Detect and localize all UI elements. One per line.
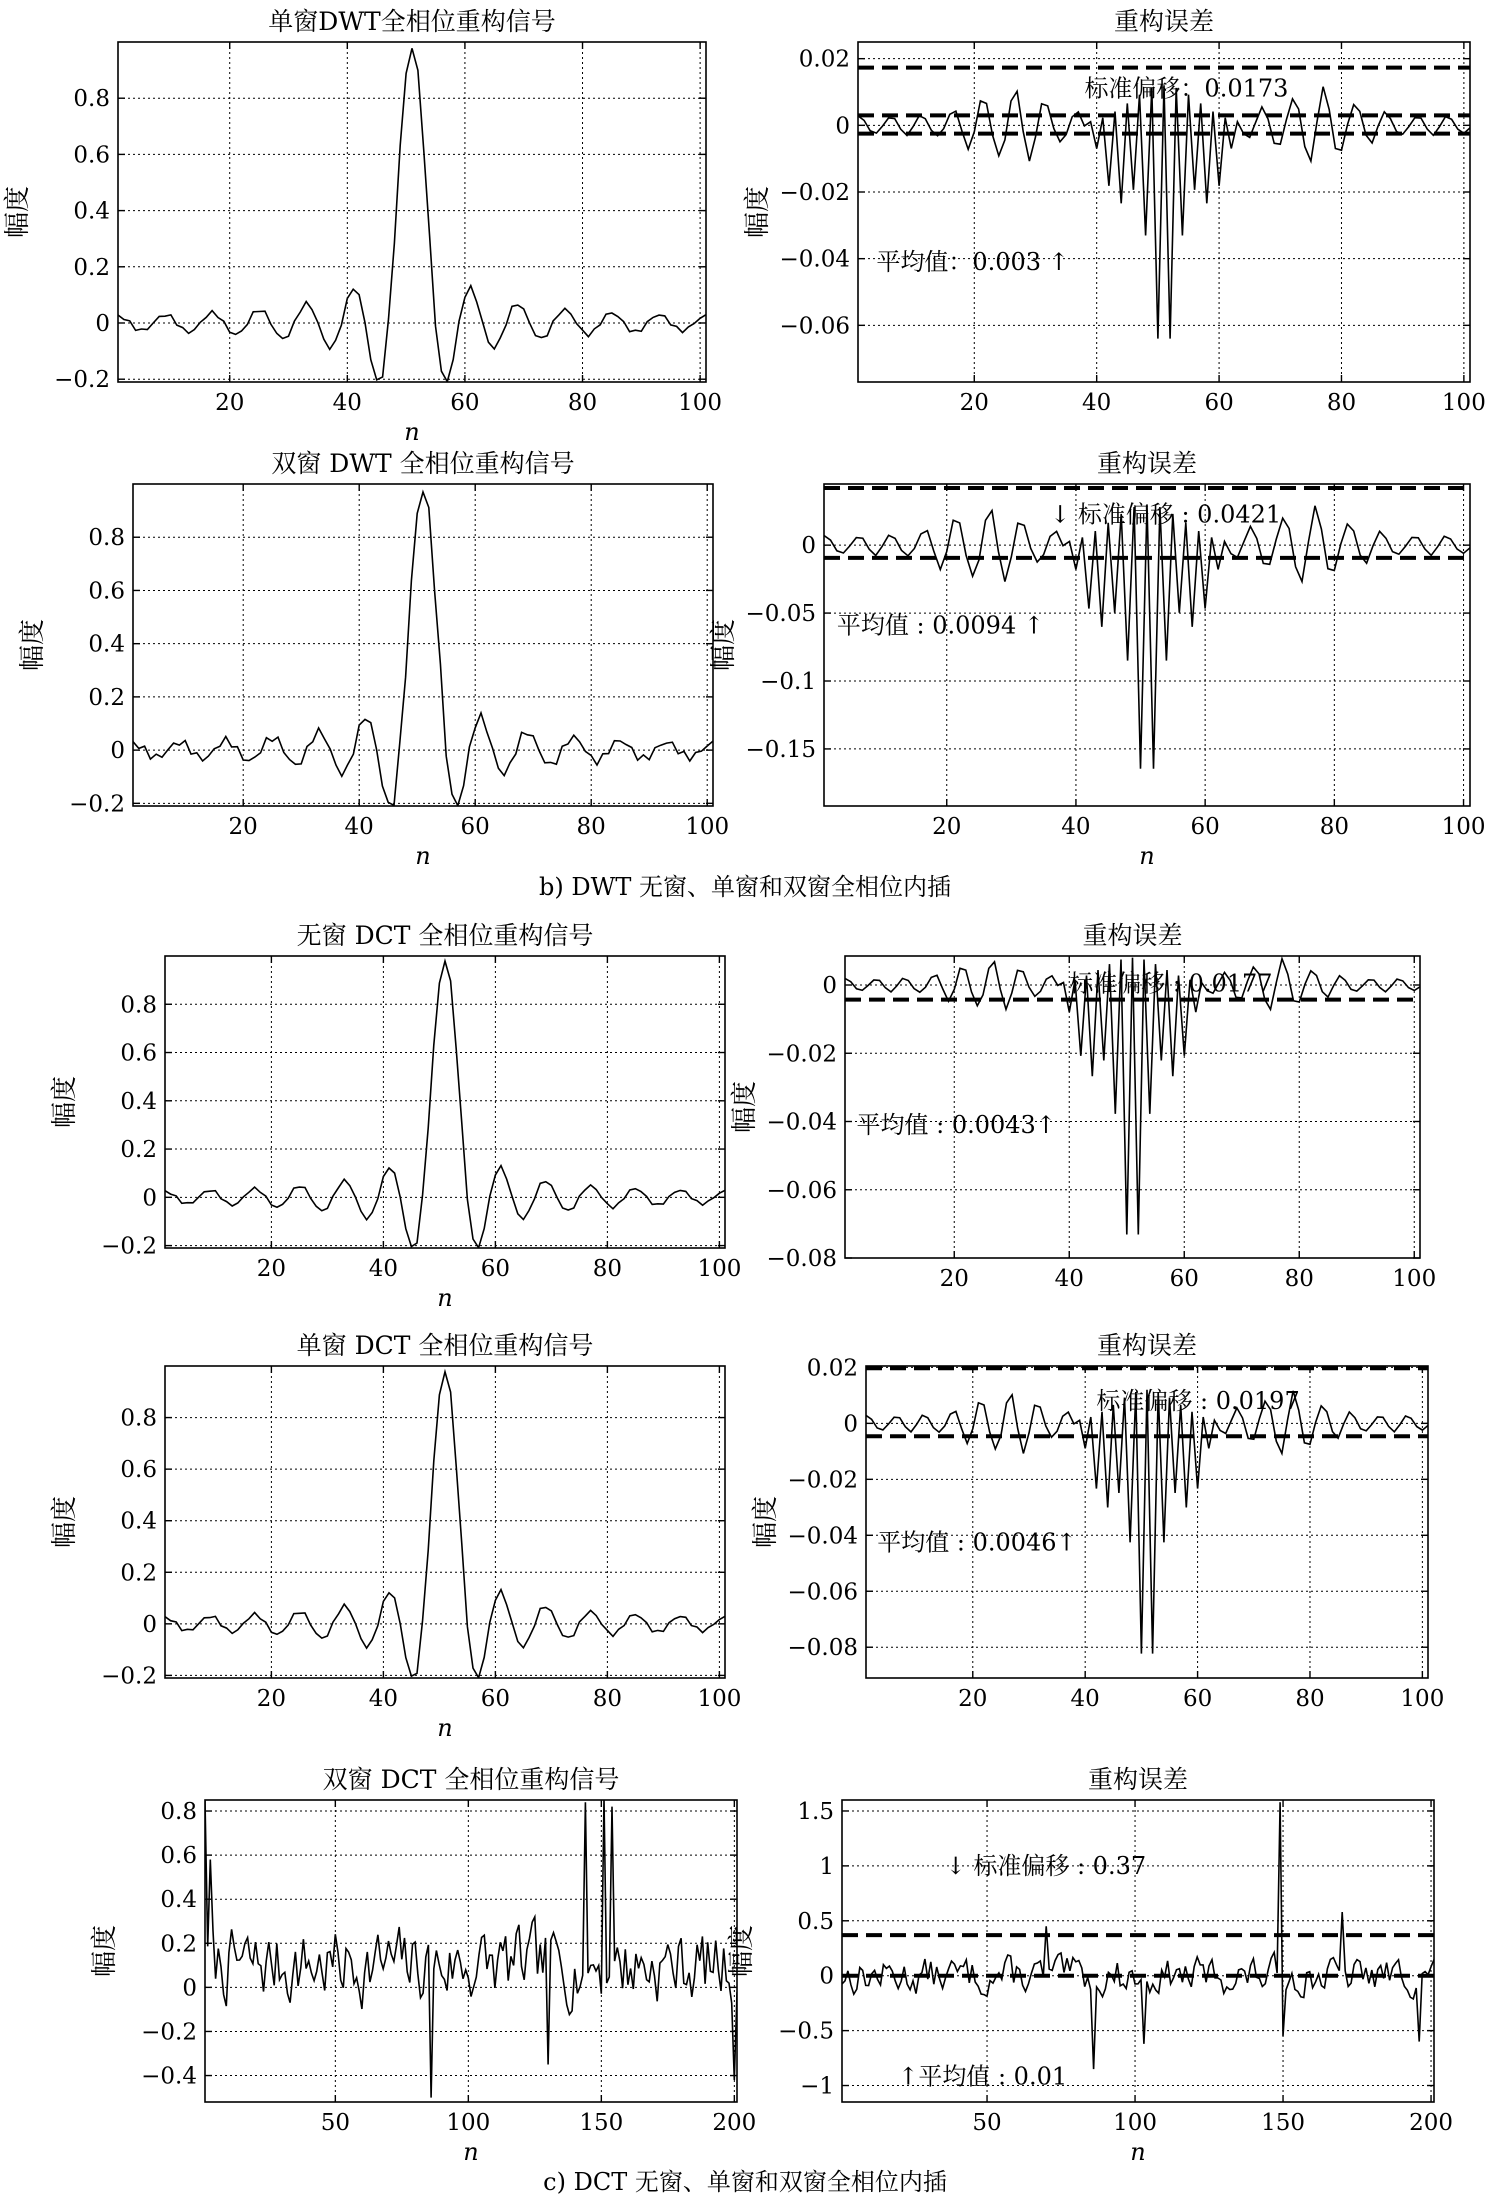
x-tick-label: 20 (256, 1256, 287, 1282)
x-tick-label: 40 (368, 1256, 399, 1282)
x-tick-label: 80 (1319, 814, 1349, 840)
x-tick-label: 150 (1261, 2110, 1305, 2136)
x-tick-label: 80 (567, 390, 598, 416)
caption-dwt: b) DWT 无窗、单窗和双窗全相位内插 (539, 873, 951, 901)
y-tick-label: 0.6 (120, 1040, 157, 1067)
x-tick-label: 100 (1400, 1686, 1445, 1712)
annotation-label: ↑平均值 : 0.01 (898, 2062, 1068, 2091)
y-tick-label: 0.2 (88, 684, 125, 711)
chart-p10 (727, 1765, 1453, 2166)
annotation-label: ↓ 标准偏移 : 0.0421 (1050, 500, 1282, 529)
y-tick-label: 0 (110, 738, 125, 765)
y-tick-label: −0.08 (787, 1635, 858, 1662)
chart-p1 (3, 7, 722, 446)
chart-title: 重构误差 (1113, 7, 1215, 36)
y-tick-label: 0.02 (798, 46, 850, 73)
series-line-0 (858, 85, 1470, 338)
y-tick-label: −0.2 (101, 1233, 157, 1260)
y-tick-label: 0 (835, 113, 850, 140)
x-tick-label: 80 (576, 814, 606, 840)
y-tick-label: −0.2 (54, 367, 110, 394)
y-tick-label: 0.8 (88, 525, 125, 552)
x-tick-label: 20 (256, 1686, 287, 1712)
y-tick-label: 0.4 (88, 631, 125, 658)
y-axis-label: 幅度 (730, 1080, 760, 1134)
axes-frame (133, 484, 713, 806)
annotation-label: ↓ 标准偏移 : 0.37 (945, 1851, 1147, 1880)
series-line-0 (118, 48, 706, 381)
axes-frame (842, 1800, 1434, 2102)
x-tick-label: 40 (1054, 1266, 1084, 1292)
y-tick-label: −0.04 (779, 246, 850, 273)
x-axis-label: n (437, 1284, 453, 1312)
chart-title: 双窗 DWT 全相位重构信号 (271, 449, 575, 478)
y-tick-label: −0.04 (787, 1523, 858, 1550)
y-tick-label: 0 (142, 1611, 157, 1638)
chart-p4 (709, 449, 1485, 870)
x-tick-label: 150 (579, 2110, 624, 2136)
y-tick-label: −0.15 (745, 736, 816, 763)
y-tick-label: −0.08 (766, 1246, 837, 1272)
x-tick-label: 40 (1070, 1686, 1100, 1712)
axes-frame (205, 1800, 737, 2102)
x-tick-label: 50 (320, 2110, 350, 2136)
x-tick-label: 60 (450, 390, 480, 416)
y-axis-label: 幅度 (50, 1495, 80, 1549)
chart-title: 单窗 DCT 全相位重构信号 (296, 1331, 594, 1360)
y-tick-label: 0.2 (120, 1137, 157, 1164)
chart-title: 重构误差 (1096, 449, 1198, 478)
x-tick-label: 20 (939, 1266, 969, 1292)
x-tick-label: 20 (228, 814, 258, 840)
y-tick-label: −0.02 (779, 180, 850, 206)
chart-title: 双窗 DCT 全相位重构信号 (322, 1765, 620, 1794)
chart-p9 (90, 1765, 756, 2166)
series-line-0 (866, 1390, 1428, 1654)
y-tick-label: 0 (182, 1975, 197, 2002)
chart-p8 (751, 1331, 1444, 1712)
y-tick-label: 0.4 (120, 1088, 157, 1115)
plots-layer (3, 7, 1486, 2166)
y-tick-label: −1 (800, 2073, 834, 2100)
y-tick-label: 0 (843, 1411, 858, 1438)
y-tick-label: 0.2 (120, 1560, 157, 1587)
x-tick-label: 40 (1061, 814, 1091, 840)
annotation-label: 标准偏移：0.0173 (1084, 74, 1289, 103)
x-tick-label: 60 (480, 1256, 511, 1282)
x-tick-label: 40 (344, 814, 374, 840)
annotation-label: 标准偏移 : 0.0177 (1069, 969, 1273, 998)
y-tick-label: −0.1 (760, 669, 816, 696)
axes-frame (165, 1366, 725, 1678)
y-axis-label: 幅度 (743, 185, 773, 239)
chart-title: 单窗DWT全相位重构信号 (268, 7, 556, 36)
y-tick-label: −0.2 (141, 2019, 197, 2046)
chart-p6 (730, 921, 1436, 1292)
y-tick-label: −0.5 (778, 2018, 834, 2045)
y-tick-label: −0.02 (766, 1041, 837, 1068)
y-tick-label: −0.2 (101, 1663, 157, 1690)
y-axis-label: 幅度 (3, 185, 33, 239)
chart-title: 重构误差 (1082, 921, 1183, 950)
x-tick-label: 100 (697, 1686, 742, 1712)
y-axis-label: 幅度 (18, 618, 48, 672)
annotation-label: 标准偏移 : 0.0197 (1096, 1386, 1300, 1415)
x-tick-label: 20 (932, 814, 962, 840)
x-axis-label: n (463, 2138, 479, 2166)
chart-title: 无窗 DCT 全相位重构信号 (296, 921, 594, 950)
x-tick-label: 20 (958, 1686, 988, 1712)
y-tick-label: 0.2 (160, 1931, 197, 1958)
x-tick-label: 60 (460, 814, 490, 840)
x-tick-label: 50 (972, 2110, 1002, 2136)
y-tick-label: 0.6 (120, 1457, 157, 1484)
x-tick-label: 80 (1284, 1266, 1314, 1292)
y-tick-label: 1.5 (797, 1798, 834, 1825)
x-tick-label: 100 (685, 814, 730, 840)
x-tick-label: 80 (592, 1686, 623, 1712)
x-axis-label: n (1139, 842, 1155, 870)
y-tick-label: 0.6 (88, 578, 125, 605)
y-tick-label: 0 (142, 1185, 157, 1212)
y-tick-label: 0 (822, 973, 837, 1000)
x-axis-label: n (437, 1714, 453, 1742)
y-tick-label: 0.8 (120, 1405, 157, 1432)
x-tick-label: 80 (592, 1256, 623, 1282)
y-tick-label: 1 (819, 1853, 834, 1880)
x-axis-label: n (415, 842, 431, 870)
caption-dct: c) DCT 无窗、单窗和双窗全相位内插 (543, 2168, 947, 2196)
y-tick-label: 0 (819, 1963, 834, 1990)
axes-frame (118, 42, 706, 382)
y-tick-label: −0.02 (787, 1467, 858, 1494)
x-tick-label: 200 (712, 2110, 757, 2136)
y-tick-label: 0.4 (160, 1887, 197, 1914)
chart-p5 (50, 921, 741, 1312)
x-tick-label: 100 (697, 1256, 742, 1282)
x-tick-label: 60 (1169, 1266, 1199, 1292)
x-tick-label: 40 (332, 390, 362, 416)
x-tick-label: 40 (1082, 390, 1112, 416)
x-tick-label: 200 (1409, 2110, 1453, 2136)
y-tick-label: 0.02 (806, 1355, 858, 1382)
x-tick-label: 100 (1441, 390, 1486, 416)
y-tick-label: 0.2 (73, 254, 110, 281)
y-tick-label: 0.4 (73, 198, 110, 225)
axes-frame (165, 956, 725, 1248)
y-tick-label: 0.8 (73, 86, 110, 113)
series-line-0 (133, 492, 713, 806)
series-line-0 (205, 1798, 737, 2098)
x-tick-label: 20 (215, 390, 245, 416)
x-tick-label: 60 (1182, 1686, 1213, 1712)
chart-title: 重构误差 (1087, 1765, 1189, 1794)
y-tick-label: 0.6 (160, 1843, 197, 1870)
x-tick-label: 100 (678, 390, 723, 416)
chart-p7 (50, 1331, 741, 1742)
x-tick-label: 100 (1392, 1266, 1437, 1292)
y-tick-label: −0.06 (779, 313, 850, 340)
annotation-label: 平均值 : 0.0043↑ (856, 1110, 1056, 1139)
x-tick-label: 80 (1295, 1686, 1325, 1712)
x-tick-label: 100 (1441, 814, 1486, 840)
y-tick-label: −0.2 (69, 791, 125, 818)
y-tick-label: −0.4 (141, 2063, 197, 2090)
x-tick-label: 100 (446, 2110, 491, 2136)
annotation-label: 平均值 : 0.0046↑ (877, 1528, 1077, 1557)
y-tick-label: 0 (801, 533, 816, 560)
y-axis-label: 幅度 (50, 1075, 80, 1129)
chart-p3 (18, 449, 729, 870)
y-tick-label: −0.05 (745, 601, 816, 628)
x-tick-label: 60 (1204, 390, 1234, 416)
x-tick-label: 80 (1326, 390, 1357, 416)
y-tick-label: 0.5 (797, 1908, 834, 1935)
x-tick-label: 60 (1190, 814, 1220, 840)
y-tick-label: 0.8 (120, 992, 157, 1019)
chart-title: 重构误差 (1096, 1331, 1198, 1360)
y-tick-label: −0.04 (766, 1109, 837, 1136)
x-tick-label: 20 (959, 390, 989, 416)
x-axis-label: n (1130, 2138, 1146, 2166)
y-axis-label: 幅度 (90, 1924, 120, 1978)
y-axis-label: 幅度 (709, 618, 739, 672)
y-tick-label: 0 (95, 310, 110, 337)
chart-p2 (743, 7, 1486, 416)
y-tick-label: 0.4 (120, 1508, 157, 1535)
y-tick-label: 0.6 (73, 142, 110, 169)
y-axis-label: 幅度 (751, 1495, 781, 1549)
x-tick-label: 100 (1113, 2110, 1157, 2136)
y-tick-label: −0.06 (766, 1177, 837, 1204)
y-tick-label: 0.8 (160, 1799, 197, 1826)
x-tick-label: 60 (480, 1686, 511, 1712)
y-axis-label: 幅度 (727, 1924, 757, 1978)
annotation-label: 平均值 : 0.0094 ↑ (836, 611, 1044, 640)
x-axis-label: n (404, 418, 420, 446)
y-tick-label: −0.06 (787, 1579, 858, 1606)
x-tick-label: 40 (368, 1686, 399, 1712)
annotation-label: 平均值：0.003 ↑ (876, 248, 1069, 276)
